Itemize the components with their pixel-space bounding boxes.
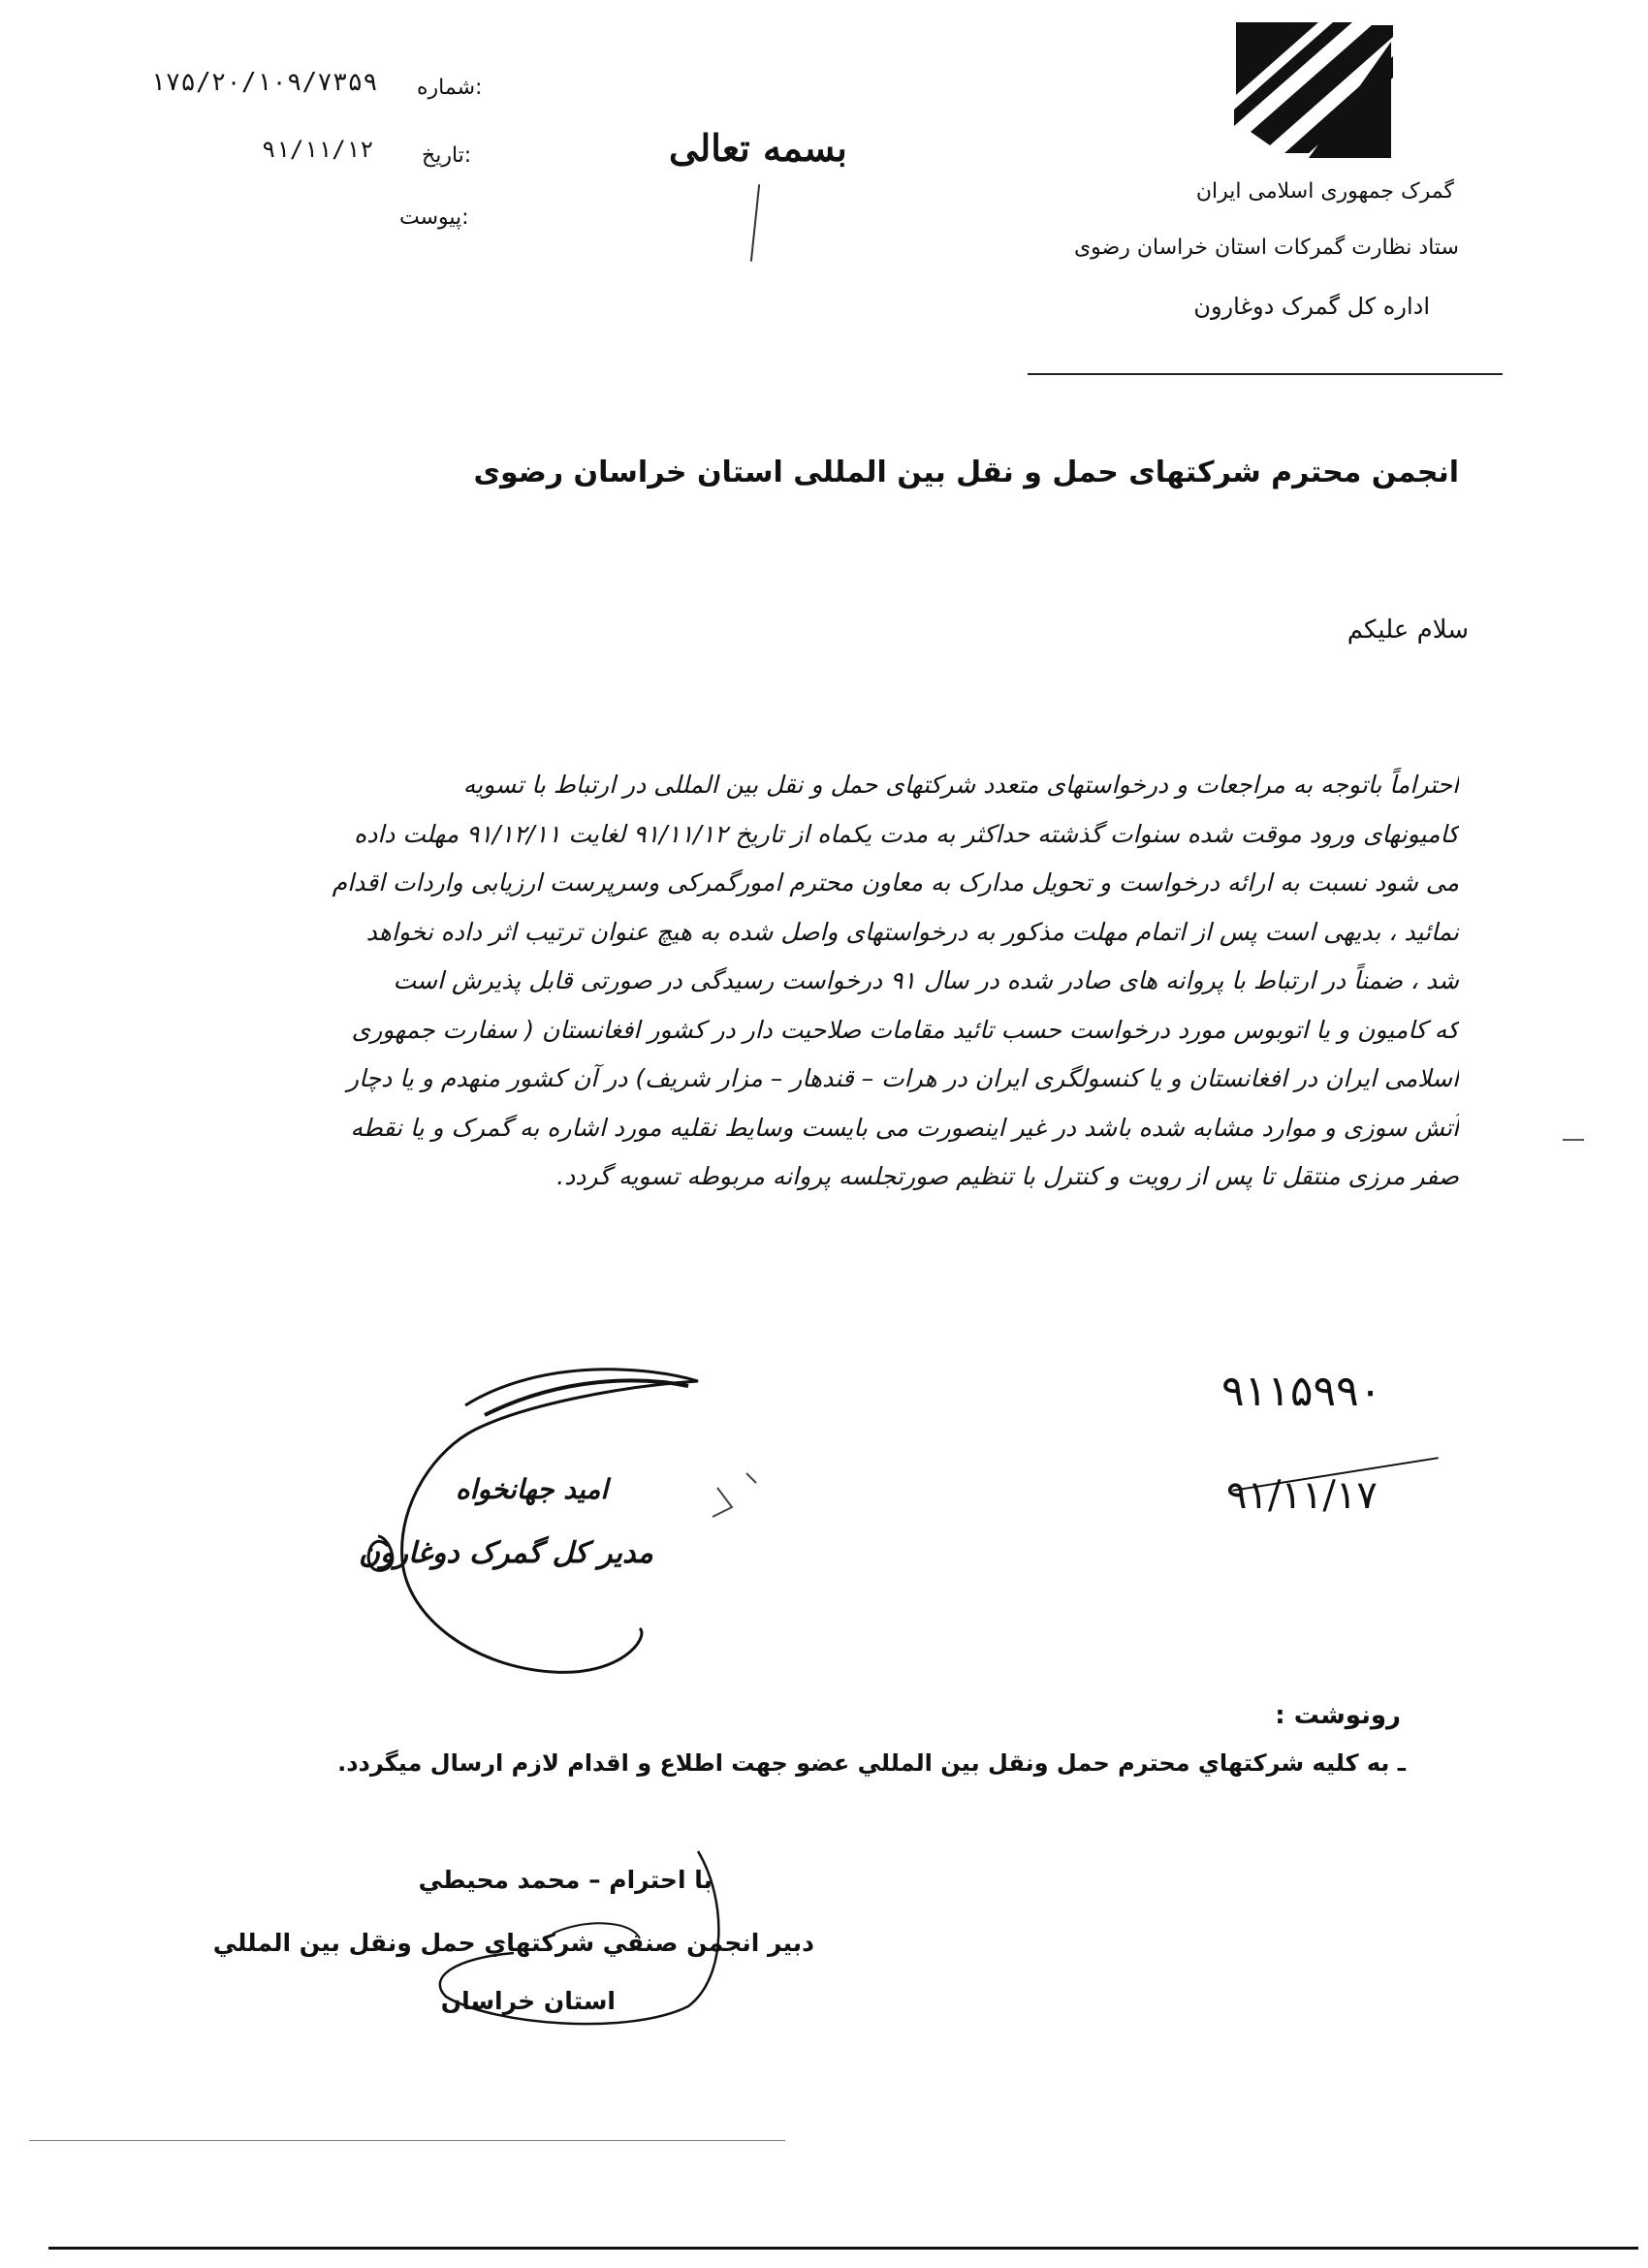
footer-rule	[48, 2247, 1638, 2250]
basmala: بسمه تعالی	[669, 126, 847, 170]
reference-number: ۱۷۵/۲۰/۱۰۹/۷۳۵۹	[150, 68, 378, 97]
signer-title: مدیر کل گمرک دوغارون	[359, 1536, 653, 1570]
body-line: که کامیون و یا اتوبوس مورد درخواست حسب تائید مقامات صلاحیت دار در کشور افغانستان ( سفارت جمهوری	[351, 1015, 1459, 1044]
body-line: می شود نسبت به ارائه درخواست و تحویل مدارک به معاون محترم امورگمرکی وسرپرست ارزیابی واردات اقدام	[332, 868, 1459, 897]
org-name-line1: گمرک جمهوری اسلامی ایران	[1195, 179, 1454, 204]
signer-name: امید جهانخواه	[456, 1473, 609, 1505]
org-name-line3: اداره کل گمرک دوغارون	[1193, 293, 1430, 320]
reference-number-label: شماره:	[417, 76, 483, 100]
footer-rule-light	[29, 2140, 785, 2141]
margin-mark	[1563, 1139, 1584, 1141]
customs-logo	[1226, 17, 1401, 163]
body-line: احتراماً باتوجه به مراجعات و درخواستهای متعدد شرکتهای حمل و نقل بین المللی در ارتباط با تسویه	[462, 771, 1459, 799]
closing-line3: استان خراسان	[440, 1987, 616, 2015]
reference-date-label: تاریخ:	[422, 143, 472, 168]
received-date: ۹۱/۱۱/۱۷	[1226, 1473, 1378, 1518]
body-line: کامیونهای ورود موقت شده سنوات گذشته حداکثر به مدت یکماه از تاریخ ۹۱/۱۱/۱۲ لغایت ۹۱/۱۲/۱۱ مهلت داده	[354, 819, 1459, 848]
letter-body	[150, 761, 1459, 1202]
received-number: ۹۱۱۵۹۹۰	[1221, 1367, 1382, 1416]
closing-line2: دبير انجمن صنفي شرکتهاي حمل ونقل بين المللي	[212, 1929, 814, 1957]
basmala-mark	[750, 184, 760, 262]
closing-line1: با احترام – محمد محيطي	[418, 1866, 713, 1894]
cc-text: ـ به کليه شرکتهاي محترم حمل ونقل بين المللي عضو جهت اطلاع و اقدام لازم ارسال ميگردد.	[337, 1749, 1406, 1777]
body-line: آتش سوزی و موارد مشابه شده باشد در غیر اینصورت می بایست وسایط نقلیه مورد اشاره به گمرک و یا نقطه	[350, 1113, 1459, 1142]
recipient: انجمن محترم شرکتهای حمل و نقل بین المللی استان خراسان رضوی	[473, 456, 1459, 489]
body-line: نمائید ، بدیهی است پس از اتمام مهلت مذکور به درخواستهای واصل شده به هیچ عنوان ترتیب اثر داده نخواهد	[365, 917, 1459, 946]
org-name-line2: ستاد نظارت گمرکات استان خراسان رضوی	[1073, 236, 1459, 260]
signature-scribble	[330, 1338, 776, 1706]
greeting: سلام علیکم	[1347, 615, 1469, 645]
cc-label: رونوشت :	[1275, 1701, 1401, 1730]
body-line: شد ، ضمناً در ارتباط با پروانه های صادر شده در سال ۹۱ درخواست رسیدگی در صورتی قابل پذیرش است	[393, 966, 1459, 994]
reference-date: ۹۱/۱۱/۱۲	[262, 136, 374, 163]
attachment-label: پیوست:	[399, 205, 469, 230]
header-divider	[1028, 373, 1503, 375]
body-line: صفر مرزی منتقل تا پس از رویت و کنترل با تنظیم صورتجلسه پروانه مربوطه تسویه گردد.	[556, 1162, 1459, 1190]
body-line: اسلامی ایران در افغانستان و یا کنسولگری ایران در هرات – قندهار – مزار شریف) در آن کشور منهدم و یا دچار	[347, 1064, 1459, 1092]
